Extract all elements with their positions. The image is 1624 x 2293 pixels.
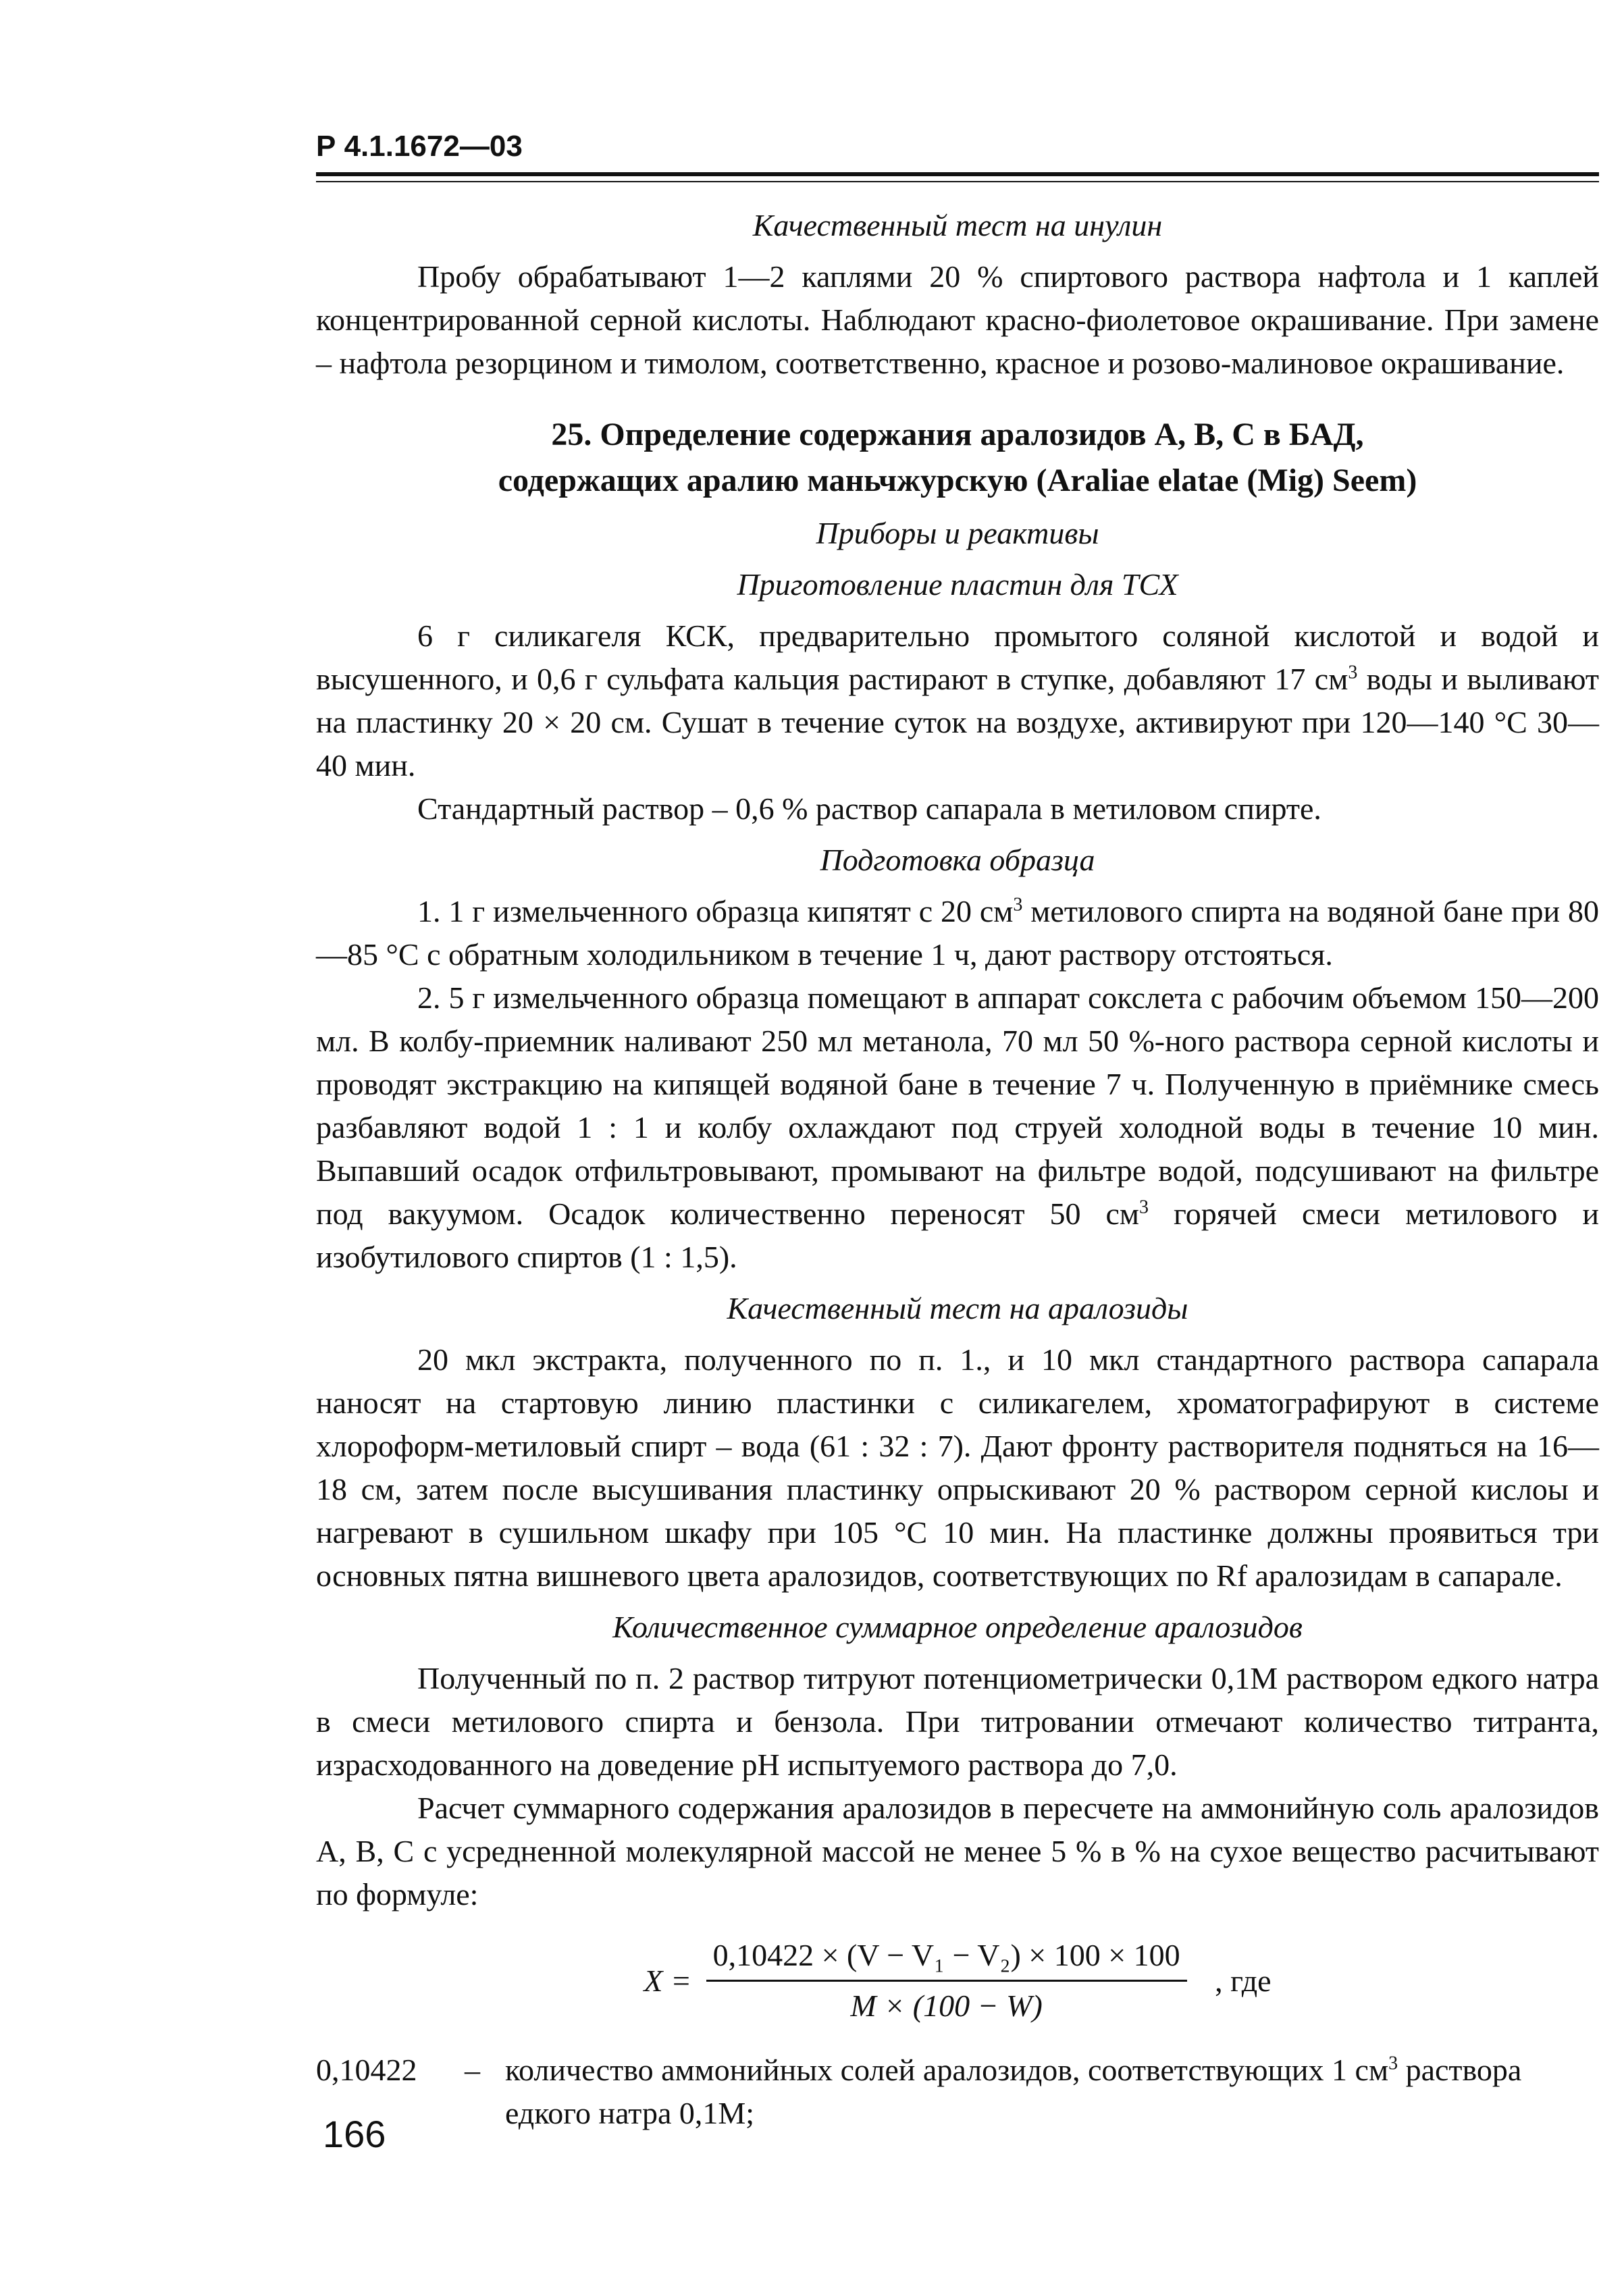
sample-step-2 [316,976,1599,1279]
header-rule-thin [316,181,1599,182]
cm3-superscript: 3 [1348,662,1358,683]
section-25-heading-line1: 25. Определение содержания аралозидов А, В, С в БАД, [551,417,1364,452]
cm3-superscript: 3 [1388,2053,1398,2074]
document-code-header: Р 4.1.1672—03 [316,130,523,163]
plates-text-part1: 6 г силикагеля КСК, предварительно промытого соляной кислотой и водой и высушенного, и 0,6 г сульфата кальция растирают в ступке, добавляют 17 см [316,618,1599,696]
quantitative-paragraph-1: Полученный по п. 2 раствор титруют потенциометрически 0,1М раствором едкого натра в смеси метилового спирта и бензола. При титровании отмечают количество титранта, израсходованного на доведение рН испытуемого раствора до 7,0. [316,1661,1599,1782]
page-number: 166 [323,2113,386,2155]
definition-text-part2: раствора едкого натра 0,1М; [505,2053,1522,2130]
definition-text-part1: количество аммонийных солей аралозидов, соответствующих 1 см [505,2053,1389,2087]
sample-prep-heading: Подготовка образца [820,843,1095,877]
formula-fraction [706,1934,1187,2028]
plates-heading: Приготовление пластин для ТСХ [737,567,1178,602]
formula-denominator: M × (100 − W) [850,1988,1043,2023]
sample-step-2-part2: горячей смеси метилового и изобутилового спиртов (1 : 1,5). [316,1196,1599,1274]
header-rule-thick [316,172,1599,176]
qualitative-test-heading: Качественный тест на аралозиды [727,1291,1188,1325]
quantitative-paragraph-2: Расчет суммарного содержания аралозидов в пересчете на аммонийную соль аралозидов А, В, С с усредненной молекулярной массой не менее 5 % в % на сухое вещество расчитывают по формуле: [316,1791,1599,1912]
definition-row [316,2049,1599,2135]
definition-description [505,2049,1599,2135]
formula-where: , где [1215,1963,1272,1998]
section-25-heading-line2: содержащих аралию маньчжурскую (Araliae elatae (Mig) Seem) [498,463,1417,498]
standard-solution-paragraph: Стандартный раствор – 0,6 % раствор сапарала в метиловом спирте. [417,791,1321,826]
formula-numerator: 0,10422 × (V − V₁ − V₂) × 100 × 100 [706,1934,1187,1982]
definition-list [316,2049,1599,2135]
document-body [316,196,1599,2135]
definition-term: 0,10422 [316,2053,417,2087]
sample-step-1 [316,890,1599,976]
calculation-formula [316,1934,1599,2035]
sample-step-1-part2: метилового спирта на водяной бане при 80—85 °С с обратным холодильником в течение 1 ч, дают раствору отстояться. [316,894,1599,972]
plates-text-part2: воды и выливают на пластинку 20 × 20 см. Сушат в течение суток на воздухе, активируют при 120—140 °С 30—40 мин. [316,662,1599,783]
quantitative-heading: Количественное суммарное определение аралозидов [612,1610,1303,1644]
devices-heading: Приборы и реактивы [816,516,1099,550]
formula-lhs: X = [644,1963,692,1998]
inulin-test-paragraph: Пробу обрабатывают 1—2 каплями 20 % спиртового раствора нафтола и 1 каплей концентрированной серной кислоты. Наблюдают красно-фиолетовое окрашивание. При замене – нафтола резорцином и тимолом, соответственно, красное и розово-малиновое окрашивание. [316,259,1599,380]
qualitative-test-paragraph: 20 мкл экстракта, полученного по п. 1., и 10 мкл стандартного раствора сапарала наносят на стартовую линию пластинки с силикагелем, хроматографируют в системе хлороформ-метиловый спирт – вода (61 : 32 : 7). Дают фронту растворителя подняться на 16—18 см, затем после высушивания пластинку опрыскивают 20 % раствором серной кислоы и нагревают в сушильном шкафу при 105 °С 10 мин. На пластинке должны проявиться три основных пятна вишневого цвета аралозидов, соответствующих по Rf аралозидам в сапарале. [316,1342,1599,1593]
sample-step-1-part1: 1. 1 г измельченного образца кипятят с 20 см [417,894,1014,928]
inulin-test-heading: Качественный тест на инулин [752,208,1163,242]
sample-step-2-part1: 2. 5 г измельченного образца помещают в аппарат сокслета с рабочим объемом 150—200 мл. В колбу-приемник наливают 250 мл метанола, 70 мл 50 %-ного раствора серной кислоты и проводят экстракцию на кипящей водяной бане в течение 7 ч. Полученную в приёмнике смесь разбавляют водой 1 : 1 и колбу охлаждают под струей холодной воды в течение 10 мин. Выпавший осадок отфильтровывают, промывают на фильтре водой, подсушивают на фильтре под вакуумом. Осадок количественно переносят 50 см [316,980,1599,1231]
plates-paragraph [316,614,1599,787]
section-25-heading [316,412,1599,504]
cm3-superscript: 3 [1139,1196,1149,1218]
definition-dash: – [465,2053,480,2087]
cm3-superscript: 3 [1013,894,1023,916]
